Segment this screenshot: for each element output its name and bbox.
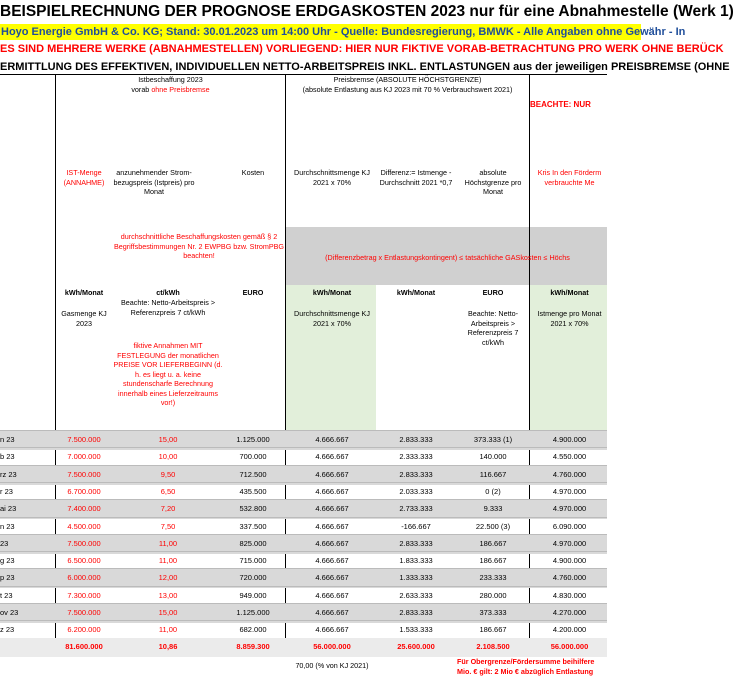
cell-preis: 15,00 — [158, 435, 178, 444]
pb-title: Preisbremse (ABSOLUTE HÖCHSTGRENZE) — [333, 75, 482, 84]
cell-menge: 6.700.000 — [67, 486, 101, 496]
cell-durch: 4.666.667 — [315, 608, 349, 617]
pb-sub: (absolute Entlastung aus KJ 2023 mit 70 % Verbrauchswert 2021) — [302, 84, 513, 94]
cell-kosten: 715.000 — [239, 556, 267, 566]
cell-hoechst: 373.333 — [479, 608, 507, 617]
cell-hoechst: 186.667 — [479, 625, 507, 635]
cell-diff: 1.333.333 — [399, 573, 433, 583]
cell-kosten: 712.500 — [239, 469, 267, 479]
cell-month: ai 23 — [0, 504, 17, 514]
ist-title: Istbeschaffung 2023 — [138, 75, 203, 84]
cell-durch: 4.666.667 — [315, 435, 349, 444]
cell-menge: 7.300.000 — [67, 590, 101, 600]
cell-kosten: 682.000 — [239, 625, 267, 635]
cell-preis: 10,00 — [158, 452, 178, 462]
cell-ist70: 4.760.000 — [552, 469, 587, 479]
cell-kosten: 825.000 — [239, 538, 267, 548]
footer-pct: 70,00 (% von KJ 2021) — [295, 661, 369, 670]
cell-ist70: 4.970.000 — [552, 538, 587, 548]
cell-preis: 15,00 — [158, 608, 178, 617]
unit-ist70-b: Istmenge pro Monat 2021 x 70% — [537, 309, 602, 328]
cell-month: n 23 — [0, 521, 15, 531]
source-banner: Hoyo Energie GmbH & Co. KG; Stand: 30.01.2023 um 14:00 Uhr - Quelle: Bundesregierung, BMWK - Alle Angaben ohne Gewähr - In — [1, 26, 686, 38]
cell-menge: 7.500.000 — [67, 608, 101, 617]
footer-note1: Für Obergrenze/Fördersumme beihilfere — [457, 657, 595, 666]
cell-preis: 9,50 — [160, 469, 176, 479]
cell-durch: 4.666.667 — [315, 538, 349, 548]
cell-month: r 23 — [0, 486, 13, 496]
red-note: durchschnittliche Beschaffungskosten gemäß § 2 Begriffsbestimmungen Nr. 2 EWPBG bzw. StromPBG beachten! — [113, 232, 285, 260]
cell-month: p 23 — [0, 573, 15, 583]
cell-menge: 7.500.000 — [67, 538, 101, 548]
cell-month: ov 23 — [0, 608, 19, 617]
cell-month: 23 — [0, 538, 9, 548]
cell-kosten: 700.000 — [239, 452, 267, 462]
cell-menge: 7.500.000 — [67, 435, 101, 444]
col-diff: Differenz:= Istmenge - Durchschnitt 2021 *0,7 — [379, 168, 453, 187]
cell-ist70: 4.900.000 — [552, 556, 587, 566]
cell-ist70: 4.760.000 — [552, 573, 587, 583]
cell-menge: 6.500.000 — [67, 556, 101, 566]
cell-hoechst: 233.333 — [479, 573, 507, 583]
total-hoechst: 2.108.500 — [476, 642, 510, 651]
cell-preis: 11,00 — [158, 556, 178, 566]
cell-ist70: 6.090.000 — [552, 521, 587, 531]
cell-month: n 23 — [0, 435, 15, 444]
cell-hoechst: 186.667 — [479, 538, 507, 548]
unit-diff: kWh/Monat — [396, 288, 436, 297]
cell-durch: 4.666.667 — [315, 452, 349, 462]
cell-menge: 7.500.000 — [67, 469, 101, 479]
col-preis: anzunehmender Strom-bezugspreis (Istpreis) pro Monat — [113, 168, 195, 196]
cell-durch: 4.666.667 — [315, 469, 349, 479]
total-ist70: 56.000.000 — [550, 642, 589, 651]
cell-ist70: 4.900.000 — [552, 435, 587, 444]
cell-menge: 6.200.000 — [67, 625, 101, 635]
unit-preis-c: fiktive Annahmen MIT FESTLEGUNG der monatlichen PREISE VOR LIEFERBEGINN (d. h. es liegt u. a. keine stundenscharfe Berechnung innerhalb eines Lieferzeitraums vor!) — [113, 341, 223, 407]
cell-durch: 4.666.667 — [315, 486, 349, 496]
cell-month: b 23 — [0, 452, 15, 462]
unit-preis-b: Beachte: Netto-Arbeitspreis > Referenzpreis 7 ct/kWh — [120, 298, 216, 317]
col-ist-menge: IST-Menge (ANNAHME) — [63, 168, 105, 187]
cell-hoechst: 116.667 — [479, 469, 507, 479]
cell-hoechst: 373.333 (1) — [473, 435, 513, 444]
cell-diff: 2.733.333 — [399, 504, 433, 514]
cell-kosten: 720.000 — [239, 573, 267, 583]
formula-text: (Differenzbetrag x Entlastungskontingent) ≤ tatsächliche GASkosten ≤ Höchs — [325, 253, 570, 262]
cell-ist70: 4.970.000 — [552, 486, 587, 496]
col-kris: Kris In den Förderm verbrauchte Me — [537, 168, 602, 187]
unit-menge: kWh/Monat — [64, 288, 104, 297]
cell-ist70: 4.200.000 — [552, 625, 587, 635]
cell-hoechst: 22.500 (3) — [475, 521, 511, 531]
cell-month: rz 23 — [0, 469, 17, 479]
total-durch: 56.000.000 — [313, 642, 351, 651]
cell-kosten: 1.125.000 — [236, 435, 270, 444]
cell-kosten: 1.125.000 — [236, 608, 270, 617]
cell-diff: 2.333.333 — [399, 452, 433, 462]
cell-ist70: 4.270.000 — [552, 608, 587, 617]
cell-preis: 6,50 — [160, 486, 176, 496]
warning-banner: ES SIND MEHRERE WERKE (ABNAHMESTELLEN) VORLIEGEND: HIER NUR FIKTIVE VORAB-BETRACHTUNG PRO WERK OHNE BERÜCK — [0, 43, 724, 55]
unit-euro: EURO — [242, 288, 264, 297]
cell-menge: 7.000.000 — [67, 452, 101, 462]
col-durch: Durchschnittsmenge KJ 2021 x 70% — [294, 168, 370, 187]
cell-kosten: 435.500 — [239, 486, 267, 496]
cell-hoechst: 280.000 — [479, 590, 507, 600]
cell-menge: 6.000.000 — [67, 573, 101, 583]
ist-sub: vorab ohne Preisbremse — [131, 84, 210, 94]
cell-preis: 7,50 — [160, 521, 176, 531]
green-col-durch — [286, 285, 376, 430]
cell-preis: 11,00 — [158, 625, 178, 635]
cell-month: t 23 — [0, 590, 13, 600]
cell-preis: 11,00 — [158, 538, 178, 548]
total-menge: 81.600.000 — [65, 642, 103, 651]
page-title: BEISPIELRECHNUNG DER PROGNOSE ERDGASKOSTEN 2023 nur für eine Abnahmestelle (Werk 1) — [0, 3, 734, 20]
cell-ist70: 4.550.000 — [552, 452, 587, 462]
footer-note2: Mio. € gilt: 2 Mio € abzüglich Entlastung — [457, 667, 594, 676]
cell-preis: 13,00 — [158, 590, 178, 600]
cell-month: g 23 — [0, 556, 15, 566]
cell-diff: 2.633.333 — [399, 590, 433, 600]
beachte-label: BEACHTE: NUR — [530, 100, 591, 109]
cell-menge: 4.500.000 — [67, 521, 101, 531]
cell-menge: 7.400.000 — [67, 504, 101, 514]
cell-preis: 12,00 — [158, 573, 178, 583]
cell-preis: 7,20 — [160, 504, 176, 514]
cell-diff: 2.833.333 — [399, 435, 433, 444]
cell-hoechst: 140.000 — [479, 452, 507, 462]
unit-durch-b: Durchschnittsmenge KJ 2021 x 70% — [294, 309, 370, 328]
cell-ist70: 4.830.000 — [552, 590, 587, 600]
unit-preis: ct/kWh — [156, 288, 180, 297]
cell-durch: 4.666.667 — [315, 573, 349, 583]
cell-durch: 4.666.667 — [315, 556, 349, 566]
unit-hoechst: EURO — [482, 288, 504, 297]
cell-diff: 2.833.333 — [399, 608, 433, 617]
cell-ist70: 4.970.000 — [552, 504, 587, 514]
unit-menge-b: Gasmenge KJ 2023 — [61, 309, 107, 328]
cell-hoechst: 0 (2) — [485, 486, 501, 496]
cell-durch: 4.666.667 — [315, 504, 349, 514]
total-kosten: 8.859.300 — [236, 642, 270, 651]
cell-diff: 2.033.333 — [399, 486, 433, 496]
cell-durch: 4.666.667 — [315, 625, 349, 635]
cell-hoechst: 186.667 — [479, 556, 507, 566]
cell-diff: 1.833.333 — [399, 556, 433, 566]
totals-row — [0, 638, 607, 657]
col-kosten: Kosten — [241, 168, 265, 177]
cell-durch: 4.666.667 — [315, 521, 349, 531]
cell-diff: 2.833.333 — [399, 469, 433, 479]
cell-durch: 4.666.667 — [315, 590, 349, 600]
green-col-ist70 — [530, 285, 607, 430]
unit-hoechst-b: Beachte: Netto-Arbeitspreis > Referenzpreis 7 ct/kWh — [467, 309, 519, 347]
cell-kosten: 949.000 — [239, 590, 267, 600]
section-heading: ERMITTLUNG DES EFFEKTIVEN, INDIVIDUELLEN NETTO-ARBEITSPREIS INKL. ENTLASTUNGEN aus der jeweiligen PREISBREMSE (OHNE — [0, 61, 730, 73]
unit-durch: kWh/Monat — [312, 288, 352, 297]
cell-diff: 2.833.333 — [399, 538, 433, 548]
cell-kosten: 337.500 — [239, 521, 267, 531]
unit-ist70: kWh/Monat — [550, 288, 589, 297]
col-hoechst: absolute Höchstgrenze pro Monat — [464, 168, 522, 196]
cell-kosten: 532.800 — [239, 504, 267, 514]
cell-month: z 23 — [0, 625, 15, 635]
total-diff: 25.600.000 — [397, 642, 435, 651]
cell-diff: -166.667 — [401, 521, 431, 531]
cell-diff: 1.533.333 — [399, 625, 433, 635]
total-preis: 10,86 — [158, 642, 178, 651]
cell-hoechst: 9.333 — [483, 504, 503, 514]
